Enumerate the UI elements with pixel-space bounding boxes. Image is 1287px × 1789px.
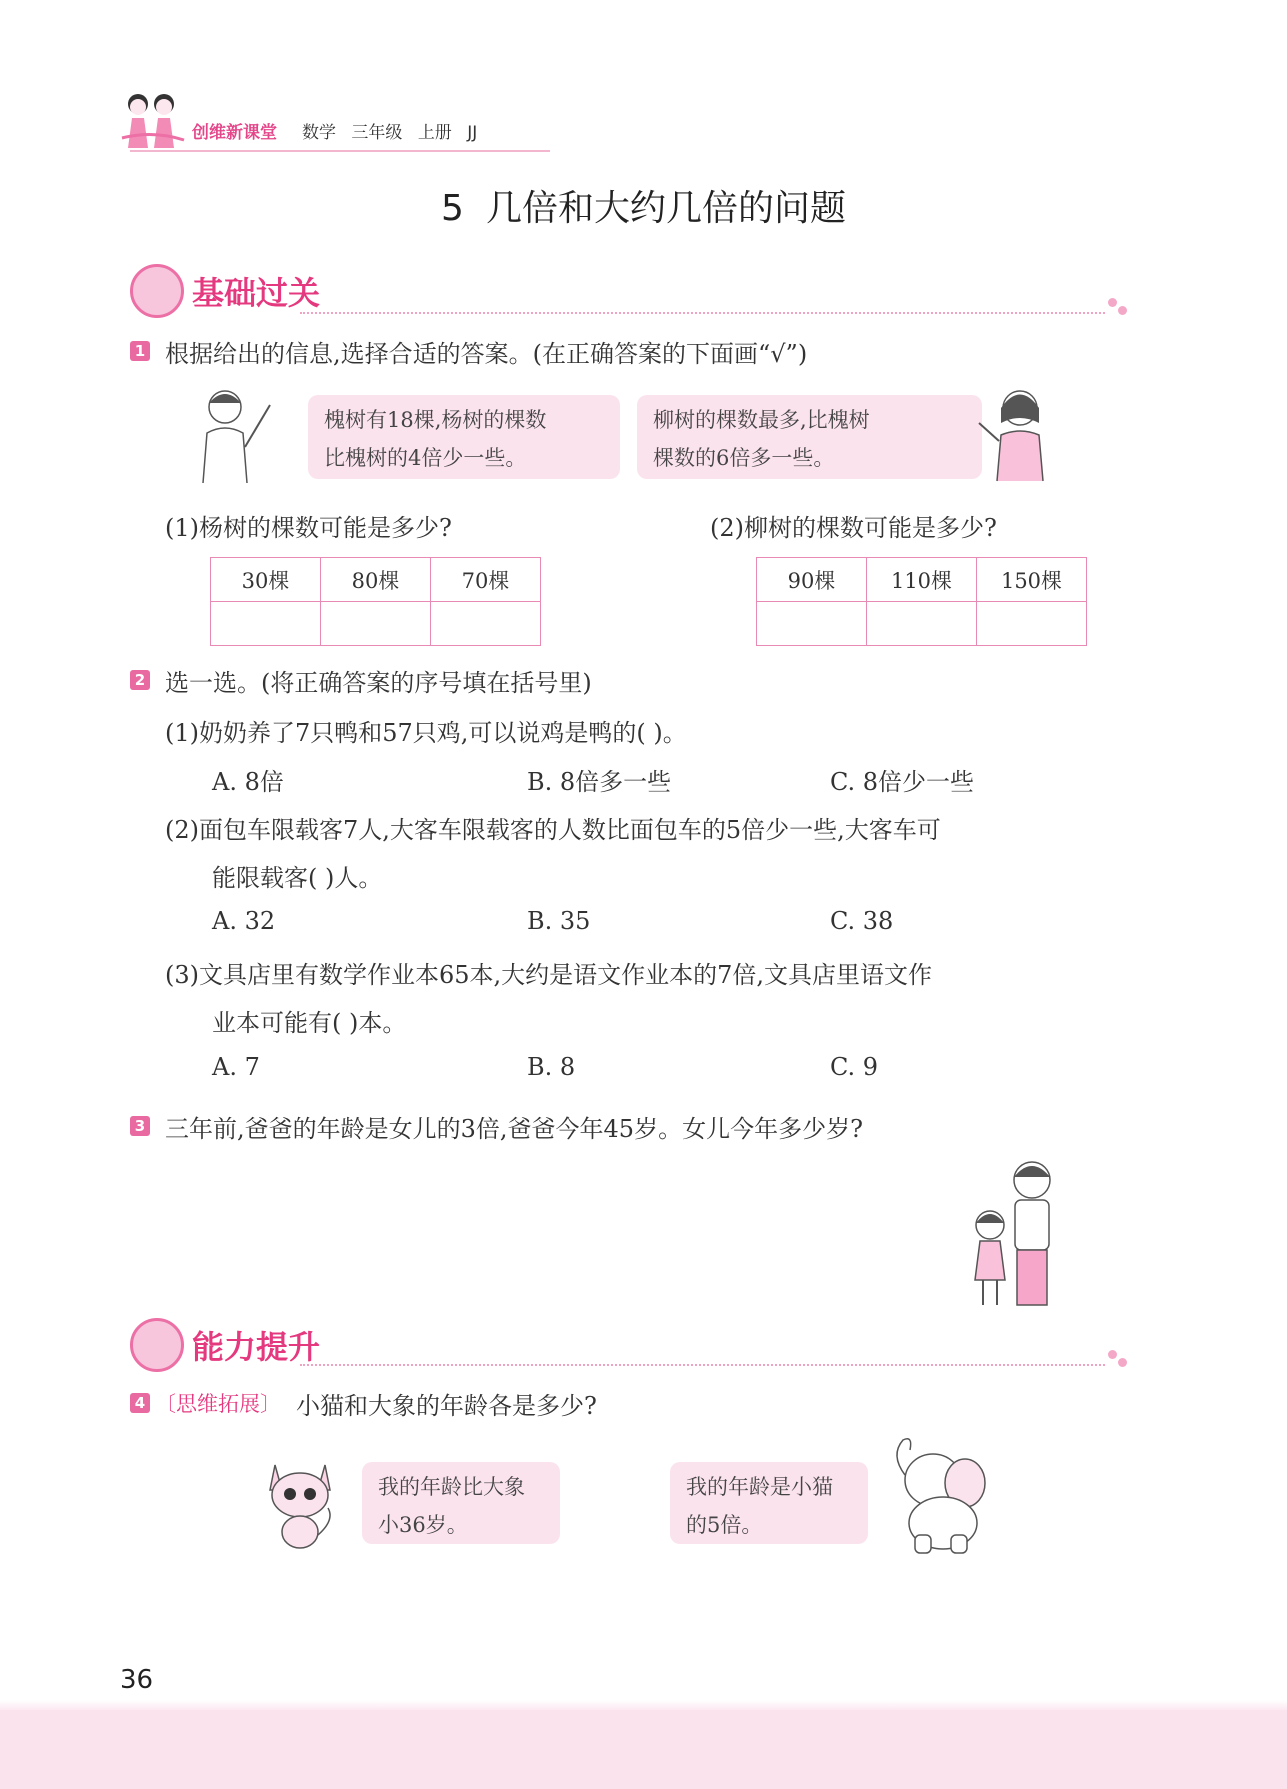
question-number: 4	[130, 1393, 150, 1413]
section-title-basics: 基础过关	[192, 274, 321, 312]
q2-item-1: (1)奶奶养了7只鸭和57只鸡,可以说鸡是鸭的( )。	[165, 719, 687, 747]
bubble-line: 棵数的6倍多一些。	[653, 446, 835, 470]
option-cell: 110棵	[867, 558, 977, 602]
page-number: 36	[120, 1665, 154, 1695]
footer-band	[0, 1710, 1287, 1789]
lesson-name: 几倍和大约几倍的问题	[485, 188, 846, 229]
volume: 上册	[417, 123, 452, 143]
question-text: 小猫和大象的年龄各是多少?	[296, 1392, 597, 1420]
option-c: C. 38	[830, 907, 894, 935]
bubble-line: 柳树的棵数最多,比槐树	[653, 408, 870, 432]
speech-bubble-cat	[362, 1462, 560, 1544]
section-mascot-icon	[130, 264, 184, 318]
subquestion-1: (1)杨树的棵数可能是多少?	[165, 514, 452, 542]
question-number: 1	[130, 341, 150, 361]
subject: 数学	[302, 123, 336, 143]
option-c: C. 9	[830, 1053, 879, 1081]
bubble-line: 槐树有18棵,杨树的棵数	[324, 408, 547, 432]
teacher-illustration	[195, 385, 275, 485]
option-b: B. 8倍多一些	[527, 768, 672, 796]
edition: JJ	[467, 123, 478, 143]
brand-name: 创维新课堂	[192, 123, 277, 143]
answer-table-2	[756, 557, 1087, 646]
lesson-title	[0, 180, 1287, 231]
q2-item-2: (2)面包车限载客7人,大客车限载客的人数比面包车的5倍少一些,大客车可	[165, 816, 941, 844]
option-cell: 70棵	[431, 558, 541, 602]
grade: 三年级	[351, 123, 403, 143]
option-c: C. 8倍少一些	[830, 768, 975, 796]
header-underline	[130, 150, 550, 152]
answer-cell[interactable]	[757, 602, 867, 646]
cat-illustration	[260, 1450, 340, 1550]
thinking-extension-tag: 〔思维拓展〕	[155, 1392, 281, 1416]
speech-bubble-teacher	[308, 395, 620, 479]
book-info	[302, 118, 487, 143]
option-b: B. 8	[527, 1053, 576, 1081]
section-mascot-icon	[130, 1318, 184, 1372]
section-divider	[300, 1364, 1105, 1366]
question-text: 根据给出的信息,选择合适的答案。(在正确答案的下面画“√”)	[165, 340, 808, 368]
option-a: A. 32	[212, 907, 276, 935]
divider-dot	[1118, 306, 1127, 315]
bubble-line: 小36岁。	[378, 1513, 468, 1537]
section-divider	[300, 312, 1105, 314]
divider-dot	[1108, 298, 1117, 307]
elephant-illustration	[885, 1435, 995, 1555]
bubble-line: 我的年龄是小猫	[686, 1475, 833, 1499]
speech-bubble-elephant	[670, 1462, 868, 1544]
kids-logo	[120, 88, 186, 150]
bubble-line: 比槐树的4倍少一些。	[324, 446, 527, 470]
q2-item-3-cont: 业本可能有( )本。	[212, 1009, 407, 1037]
option-cell: 90棵	[757, 558, 867, 602]
speech-bubble-woman	[637, 395, 982, 479]
answer-cell[interactable]	[977, 602, 1087, 646]
option-a: A. 7	[212, 1053, 260, 1081]
question-number: 2	[130, 670, 150, 690]
option-cell: 150棵	[977, 558, 1087, 602]
question-text: 选一选。(将正确答案的序号填在括号里)	[165, 669, 592, 697]
lesson-number: 5	[441, 188, 464, 229]
answer-cell[interactable]	[867, 602, 977, 646]
divider-dot	[1118, 1358, 1127, 1367]
answer-table-1	[210, 557, 541, 646]
option-cell: 30棵	[211, 558, 321, 602]
question-number: 3	[130, 1116, 150, 1136]
father-daughter-illustration	[965, 1155, 1065, 1310]
woman-illustration	[975, 383, 1060, 483]
answer-cell[interactable]	[431, 602, 541, 646]
section-title-advanced: 能力提升	[192, 1328, 321, 1366]
subquestion-2: (2)柳树的棵数可能是多少?	[710, 514, 997, 542]
bubble-line: 的5倍。	[686, 1513, 763, 1537]
option-cell: 80棵	[321, 558, 431, 602]
option-a: A. 8倍	[212, 768, 284, 796]
q2-item-2-cont: 能限载客( )人。	[212, 864, 383, 892]
answer-cell[interactable]	[211, 602, 321, 646]
bubble-line: 我的年龄比大象	[378, 1475, 525, 1499]
q2-item-3: (3)文具店里有数学作业本65本,大约是语文作业本的7倍,文具店里语文作	[165, 961, 933, 989]
question-text: 三年前,爸爸的年龄是女儿的3倍,爸爸今年45岁。女儿今年多少岁?	[165, 1115, 863, 1143]
option-b: B. 35	[527, 907, 591, 935]
answer-cell[interactable]	[321, 602, 431, 646]
divider-dot	[1108, 1350, 1117, 1359]
